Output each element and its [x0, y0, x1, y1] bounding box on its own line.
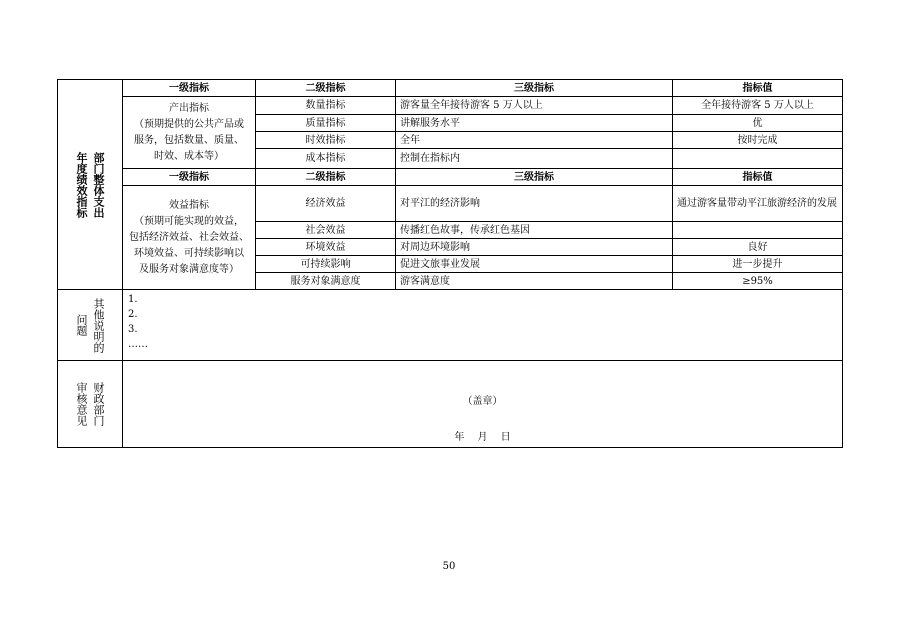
value-cell: 优	[673, 115, 843, 132]
header-value: 指标值	[673, 80, 843, 97]
value-cell: 通过游客量带动平江旅游经济的发展	[673, 186, 843, 222]
level3-cell: 传播红色故事，传承红色基因	[396, 222, 673, 239]
side-header-col-a: 其他说明的	[92, 297, 105, 353]
level3-cell: 对平江的经济影响	[396, 186, 673, 222]
level2-cell: 社会效益	[256, 222, 396, 239]
output-category-line: 产出指标	[169, 102, 209, 114]
list-item: ……	[128, 339, 148, 350]
benefit-category-line: 及服务对象满意度等）	[139, 263, 239, 275]
date-label: 年 月 日	[454, 432, 511, 443]
header-level1: 一级指标	[123, 80, 256, 97]
list-item: 3.	[128, 324, 138, 335]
value-cell: 全年接待游客 5 万人以上	[673, 97, 843, 115]
side-header-col-a: 部门整体支出	[92, 151, 105, 218]
level2-cell: 数量指标	[256, 97, 396, 115]
table-row	[58, 186, 843, 222]
side-header-col-b: 年度绩效指标	[75, 151, 88, 218]
benefit-category-line: 包括经济效益、社会效益、	[129, 231, 249, 243]
value-cell	[673, 222, 843, 239]
benefit-header-row	[58, 169, 843, 186]
value-cell: 按时完成	[673, 132, 843, 149]
finance-review-side-header	[58, 361, 123, 448]
level2-cell: 质量指标	[256, 115, 396, 132]
value-cell	[673, 149, 843, 169]
level3-cell: 讲解服务水平	[396, 115, 673, 132]
page-number: 50	[442, 561, 456, 572]
value-cell: 良好	[673, 239, 843, 256]
side-header-col-b: 问题	[75, 314, 88, 336]
level2-cell: 成本指标	[256, 149, 396, 169]
other-issues-side-header	[58, 290, 123, 361]
benefit-category-line: （预期可能实现的效益，	[134, 215, 244, 227]
level2-cell: 服务对象满意度	[256, 273, 396, 290]
level3-cell: 全年	[396, 132, 673, 149]
level3-cell: 促进文旅事业发展	[396, 256, 673, 273]
level3-cell: 对周边环境影响	[396, 239, 673, 256]
benefit-category-line: 效益指标	[169, 199, 209, 211]
finance-review-cell	[123, 361, 843, 448]
seal-label: （盖章）	[462, 396, 503, 407]
overall-performance-side-header	[58, 80, 123, 290]
finance-review-row	[58, 361, 843, 448]
header-level2: 二级指标	[256, 80, 396, 97]
list-item: 2.	[128, 309, 138, 320]
output-category-line: 服务，包括数量、质量、	[134, 134, 244, 146]
side-header-col-b: 审核意见	[75, 382, 88, 426]
value-cell: 进一步提升	[673, 256, 843, 273]
level2-cell: 时效指标	[256, 132, 396, 149]
level3-cell: 游客量全年接待游客 5 万人以上	[396, 97, 673, 115]
header-level3: 三级指标	[396, 169, 673, 186]
output-category-line: 时效、成本等）	[154, 150, 224, 162]
level3-cell: 游客满意度	[396, 273, 673, 290]
level3-cell: 控制在指标内	[396, 149, 673, 169]
level2-cell: 经济效益	[256, 186, 396, 222]
other-issues-cell	[123, 290, 843, 361]
other-issues-row	[58, 290, 843, 361]
performance-indicator-table	[57, 79, 843, 448]
level2-cell: 环境效益	[256, 239, 396, 256]
side-header-col-a: 财政部门	[92, 382, 105, 426]
list-item: 1.	[128, 294, 138, 305]
table-row	[58, 97, 843, 115]
header-level1: 一级指标	[123, 169, 256, 186]
header-level3: 三级指标	[396, 80, 673, 97]
benefit-category-line: 环境效益、可持续影响以	[134, 247, 244, 259]
benefit-category-cell	[123, 186, 256, 290]
output-category-cell	[123, 97, 256, 169]
value-cell: ≥95%	[673, 273, 843, 290]
output-category-line: （预期提供的公共产品或	[134, 118, 244, 130]
output-header-row	[58, 80, 843, 97]
header-value: 指标值	[673, 169, 843, 186]
level2-cell: 可持续影响	[256, 256, 396, 273]
header-level2: 二级指标	[256, 169, 396, 186]
